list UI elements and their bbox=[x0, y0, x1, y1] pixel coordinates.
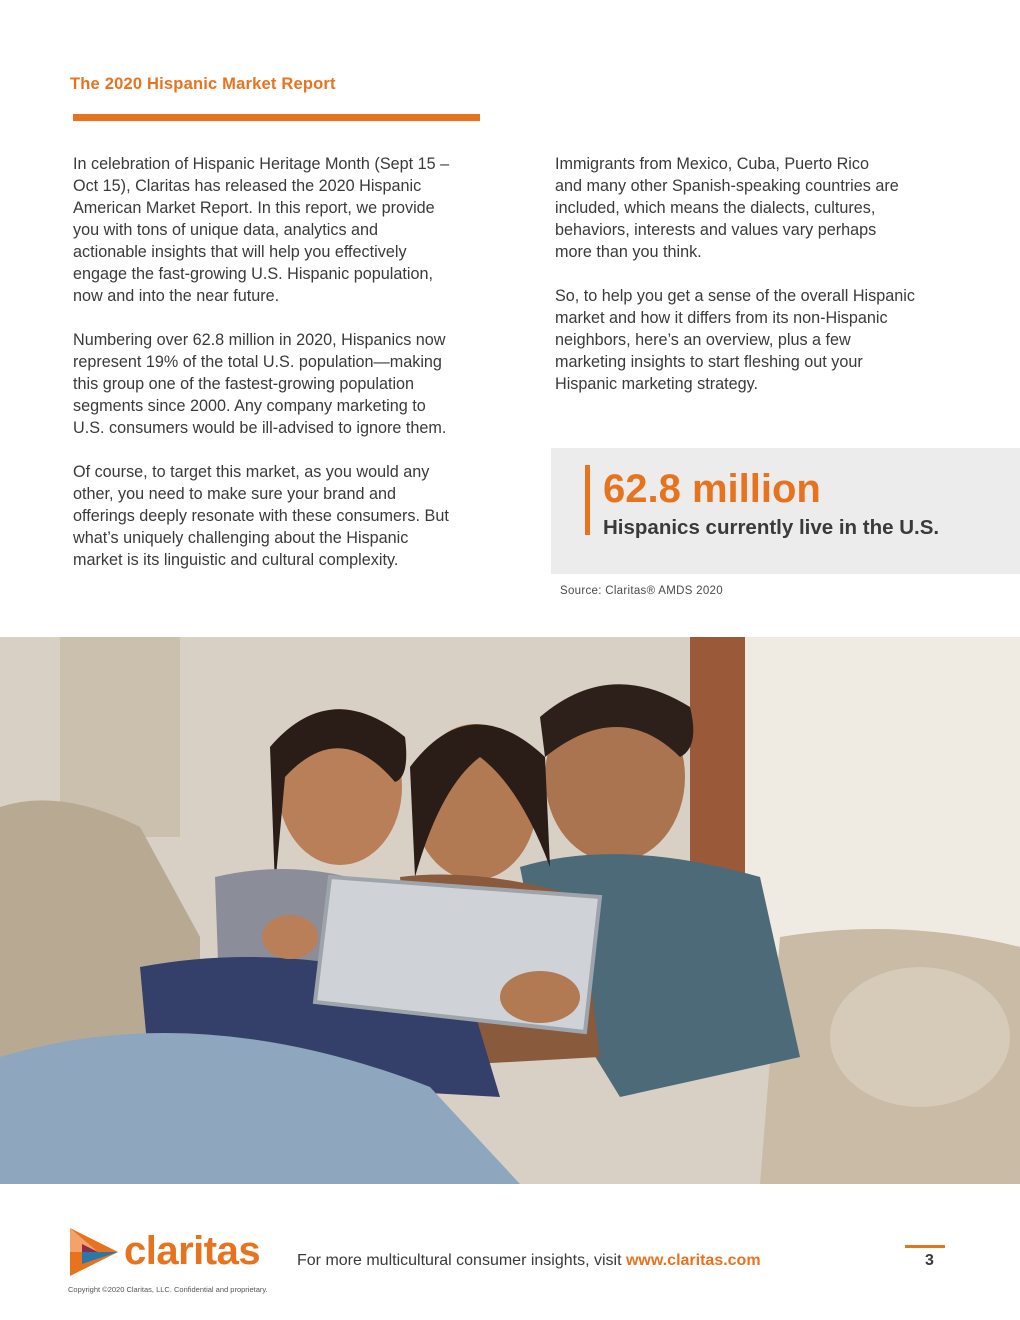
report-title: The 2020 Hispanic Market Report bbox=[70, 75, 336, 93]
paragraph: In celebration of Hispanic Heritage Month (Sept 15 – Oct 15), Claritas has released the 2020 Hispanic American Market Report. In this report, we provide you with tons of unique data, analytics and actionable insights that will help you effectively engage the fast-growing U.S. Hispanic population, now and into the near future. bbox=[73, 155, 450, 305]
family-tablet-photo bbox=[0, 637, 1020, 1184]
stat-accent-bar bbox=[585, 465, 590, 535]
paragraph: So, to help you get a sense of the overall Hispanic market and how it differs from its non-Hispanic neighbors, here’s an overview, plus a few marketing insights to start fleshing out your Hispanic marketing strategy. bbox=[555, 287, 915, 393]
copyright: Copyright ©2020 Claritas, LLC. Confidential and proprietary. bbox=[68, 1285, 268, 1294]
logo-wordmark: claritas bbox=[124, 1229, 261, 1273]
footer-cta bbox=[297, 1252, 761, 1270]
claritas-logo[interactable] bbox=[68, 1226, 268, 1278]
website-link[interactable]: www.claritas.com bbox=[625, 1252, 761, 1269]
footer-cta-text: For more multicultural consumer insights, visit bbox=[297, 1252, 626, 1269]
paragraph: Numbering over 62.8 million in 2020, Hispanics now represent 19% of the total U.S. population—making this group one of the fastest-growing population segments since 2000. Any company marketing to U.S. consumers would be ill-advised to ignore them. bbox=[73, 331, 447, 437]
stat-label: Hispanics currently live in the U.S. bbox=[603, 516, 940, 539]
left-column bbox=[73, 153, 513, 593]
paragraph: Immigrants from Mexico, Cuba, Puerto Rico and many other Spanish-speaking countries are included, which means the dialects, cultures, behaviors, interests and values vary perhaps more than you think. bbox=[555, 155, 899, 261]
right-column bbox=[555, 153, 985, 417]
claritas-logo-icon bbox=[68, 1226, 120, 1278]
header-divider bbox=[73, 114, 480, 121]
stat-callout bbox=[551, 448, 1020, 574]
paragraph: Of course, to target this market, as you would any other, you need to make sure your brand and offerings deeply resonate with these consumers. But what’s uniquely challenging about the Hispanic market is its linguistic and cultural complexity. bbox=[73, 463, 449, 569]
photo-illustration bbox=[0, 637, 1020, 1184]
page-number-rule bbox=[905, 1245, 945, 1248]
stat-source: Source: Claritas® AMDS 2020 bbox=[560, 585, 723, 597]
stat-number: 62.8 million bbox=[603, 467, 821, 511]
page-number: 3 bbox=[925, 1252, 934, 1269]
